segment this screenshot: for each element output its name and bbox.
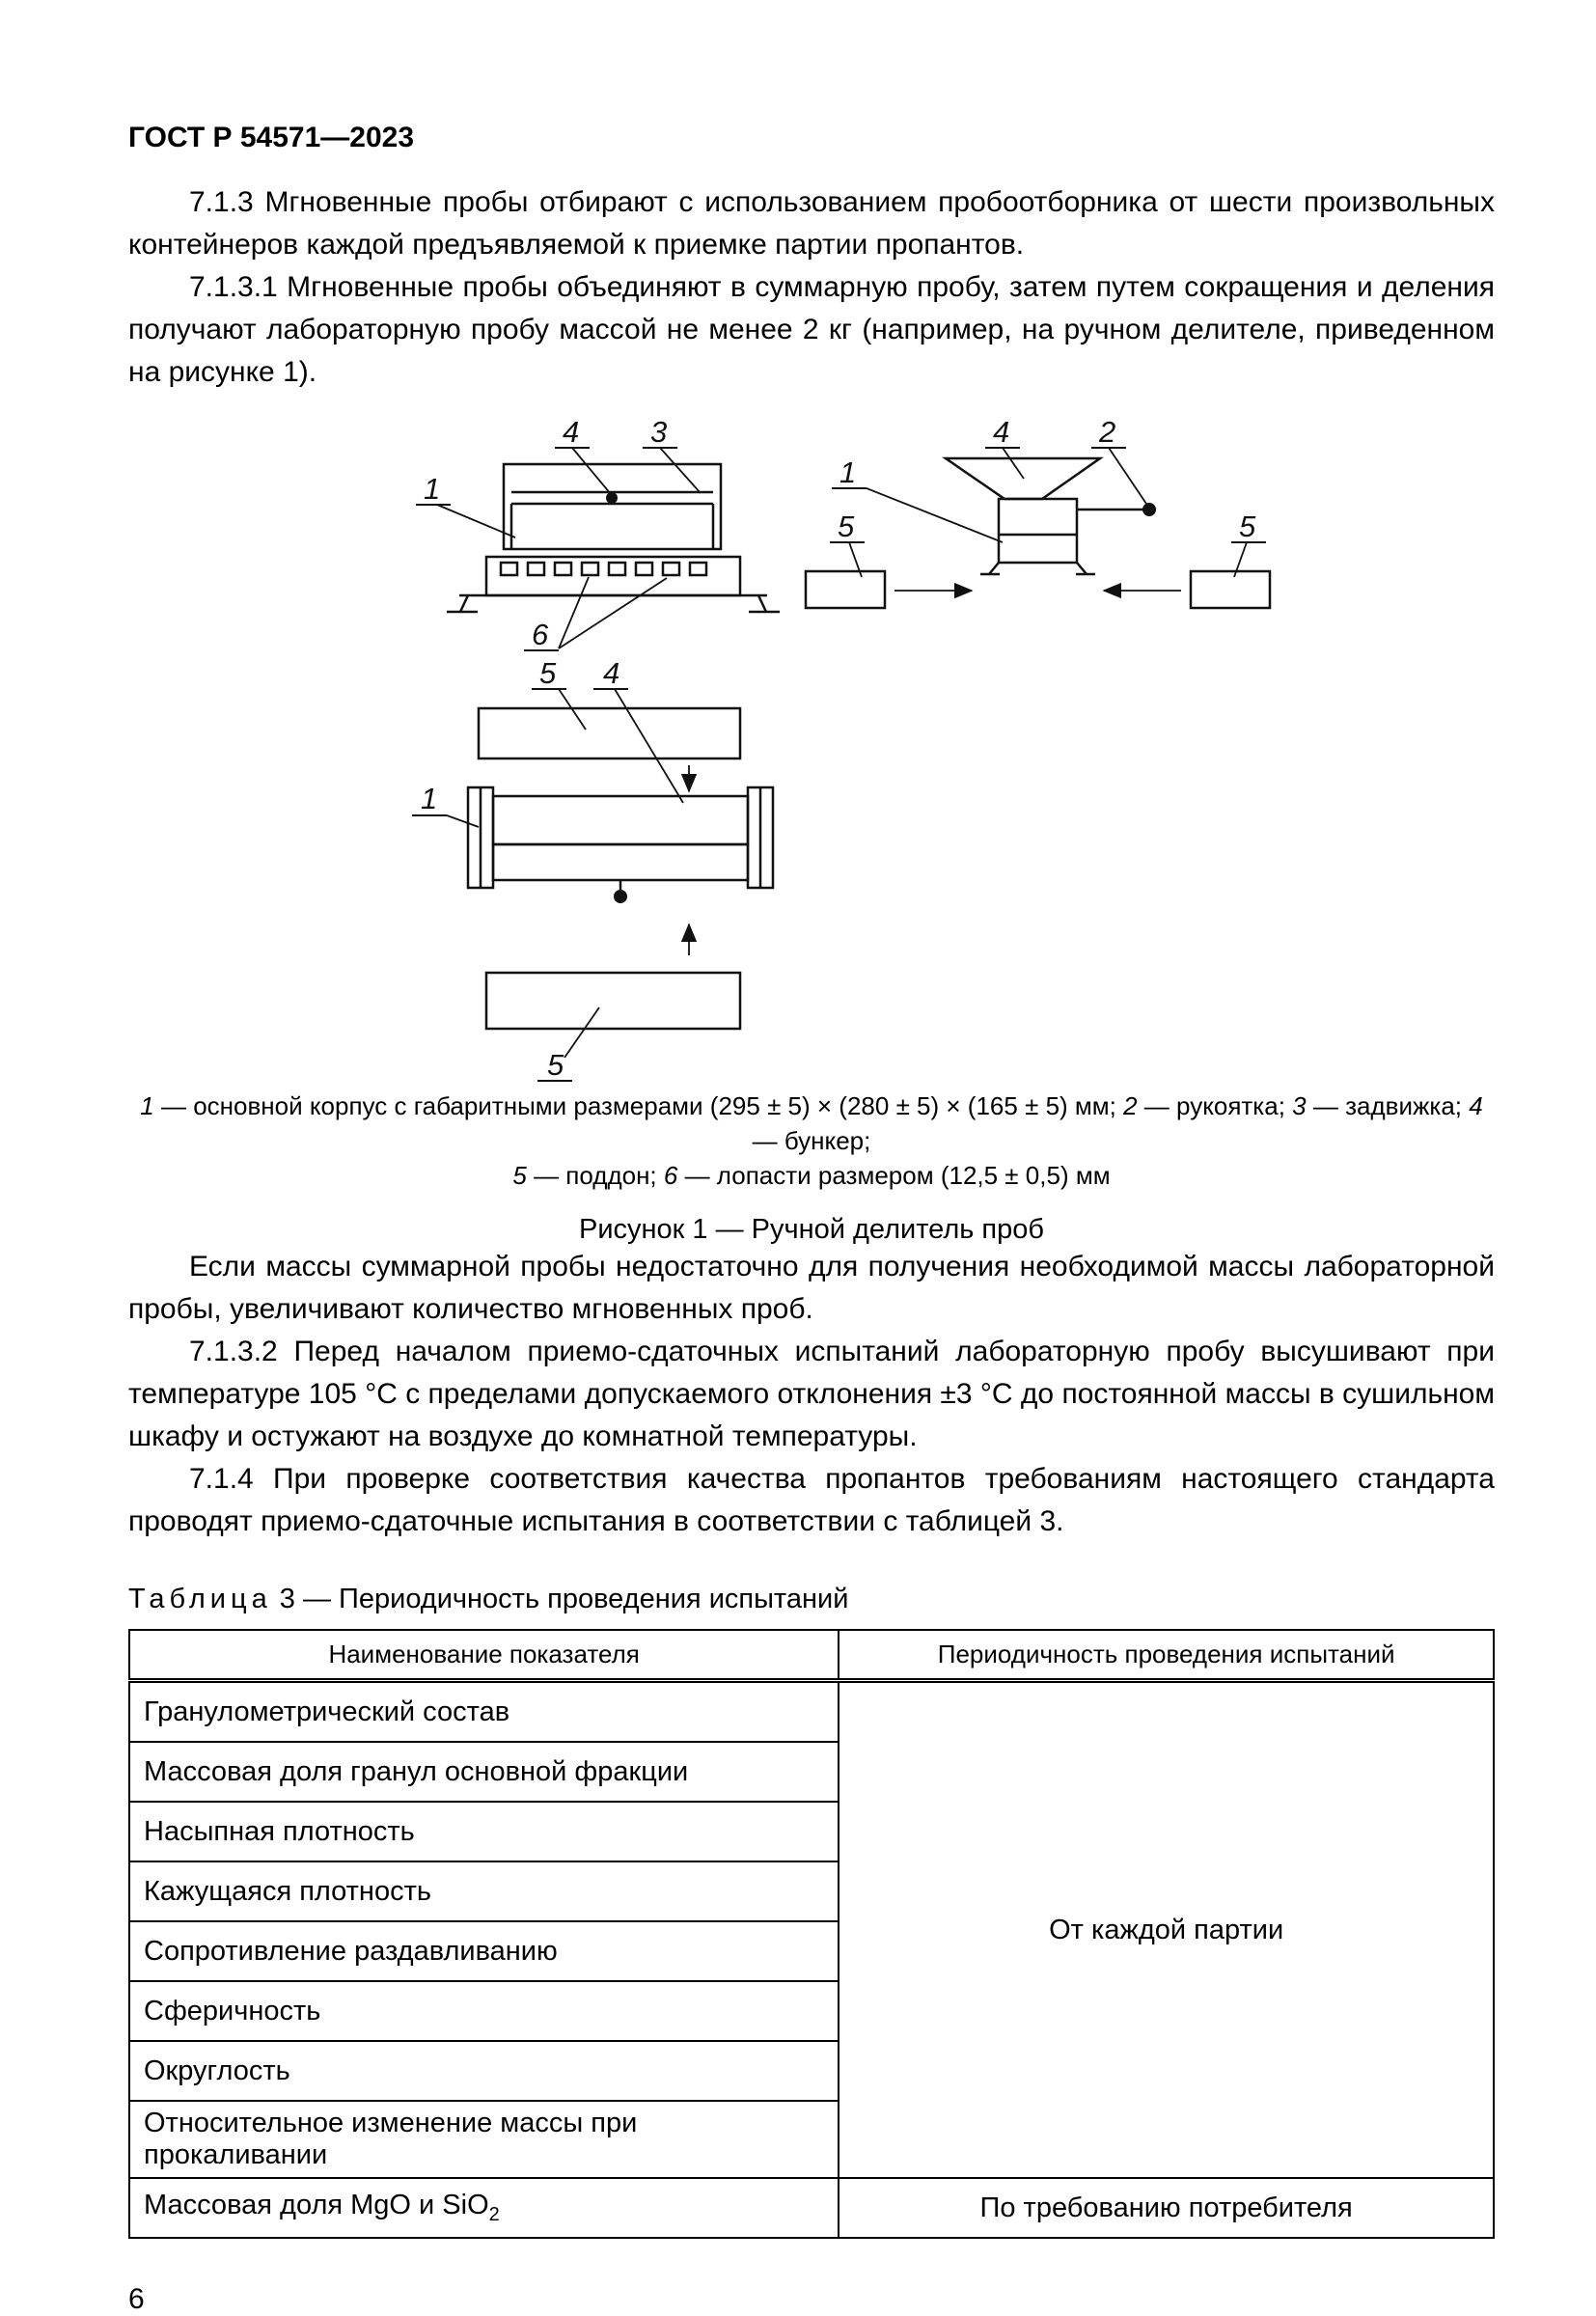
indicator-cell: Гранулометрический состав — [129, 1681, 839, 1743]
figure-caption — [128, 1089, 1495, 1193]
caption-text: — основной корпус с габаритными размерами (295 ± 5) × (280 ± 5) × (165 ± 5) мм; — [153, 1091, 1124, 1120]
caption-text: — рукоятка; — [1137, 1091, 1293, 1120]
figure-label-1: 1 — [424, 472, 441, 506]
drawing-assembly-view — [412, 656, 773, 1082]
caption-ref-num: 4 — [1469, 1091, 1483, 1120]
figure-label-4: 4 — [603, 656, 620, 690]
figure-caption-line1 — [128, 1089, 1495, 1158]
figure-title: Рисунок 1 — Ручной делитель проб — [578, 1214, 1044, 1245]
figure-label-5: 5 — [838, 510, 855, 543]
paragraph-7-1-4: 7.1.4 При проверке соответствия качества пропантов требованиям настоящего стандарта проводят приемо-сдаточные испытания в соответствии с таблицей 3. — [128, 1463, 1495, 1537]
caption-text: — бункер; — [752, 1126, 871, 1155]
caption-ref-num: 5 — [512, 1161, 527, 1190]
table-3 — [128, 1629, 1495, 2239]
figure-label-5: 5 — [539, 656, 557, 690]
figure-caption-line2 — [128, 1158, 1495, 1193]
caption-text: — поддон; — [526, 1161, 664, 1190]
indicator-cell: Массовая доля гранул основной фракции — [129, 1742, 839, 1802]
paragraph-if-mass: Если массы суммарной пробы недостаточно для получения необходимой массы лабораторной пробы, увеличивают количество мгновенных проб. — [128, 1251, 1495, 1325]
figure-label-6: 6 — [532, 618, 549, 651]
indicator-cell — [129, 2178, 839, 2238]
page-number: 6 — [128, 2283, 145, 2315]
indicator-cell: Насыпная плотность — [129, 1802, 839, 1861]
drawing-front-view — [806, 415, 1270, 608]
caption-ref-num: 2 — [1123, 1091, 1138, 1120]
paragraph-7-1-3-2: 7.1.3.2 Перед началом приемо-сдаточных испытаний лабораторную пробу высушивают при температуре 105 °С с пределами допускаемого отклонения ±3 °С до постоянной массы в сушильном шкафу и остужают на воздухе до комнатной температуры. — [128, 1336, 1495, 1452]
indicator-cell: Округлость — [129, 2041, 839, 2101]
paragraph-7-1-3-1: 7.1.3.1 Мгновенные пробы объединяют в суммарную пробу, затем путем сокращения и деления получают лабораторную пробу массой не менее 2 кг (например, на ручном делителе, приведенном на рисунке 1). — [128, 271, 1495, 388]
caption-ref-num: 6 — [663, 1161, 678, 1190]
figure-drawing — [128, 407, 1495, 1083]
table-row — [129, 2178, 1494, 2238]
figure-1 — [128, 407, 1495, 1246]
periodicity-cell: По требованию потребителя — [839, 2178, 1494, 2238]
indicator-cell: Сопротивление раздавливанию — [129, 1921, 839, 1981]
table-label-word: Таблица — [128, 1584, 272, 1614]
indicator-cell: Сферичность — [129, 1981, 839, 2041]
indicator-cell: Относительное изменение массы при прокаливании — [129, 2101, 839, 2178]
figure-label-2: 2 — [1099, 415, 1116, 449]
col-header-indicator: Наименование показателя — [129, 1630, 839, 1681]
figure-label-5: 5 — [1239, 510, 1256, 543]
indicator-label: Массовая доля MgO и SiO — [144, 2190, 489, 2221]
caption-ref-num: 3 — [1292, 1091, 1307, 1120]
table-label — [128, 1584, 1495, 1615]
paragraph-7-1-3: 7.1.3 Мгновенные пробы отбирают с использованием пробоотборника от шести произвольных контейнеров каждой предъявляемой к приемке партии пропантов. — [128, 186, 1495, 261]
indicator-label-subscript: 2 — [488, 2203, 500, 2225]
caption-text: — задвижка; — [1306, 1091, 1470, 1120]
caption-text: — лопасти размером (12,5 ± 0,5) мм — [677, 1161, 1111, 1190]
figure-label-5: 5 — [547, 1048, 564, 1082]
table-header-row — [129, 1630, 1494, 1681]
table-row — [129, 1681, 1494, 1743]
caption-ref-num: 1 — [140, 1091, 154, 1120]
drawing-side-view — [416, 415, 780, 651]
figure-label-4: 4 — [993, 415, 1010, 449]
figure-label-1: 1 — [839, 455, 857, 489]
figure-label-4: 4 — [563, 415, 580, 449]
indicator-cell: Кажущаяся плотность — [129, 1861, 839, 1921]
col-header-periodicity: Периодичность проведения испытаний — [839, 1630, 1494, 1681]
table-label-rest: 3 — Периодичность проведения испытаний — [271, 1584, 849, 1614]
doc-header: ГОСТ Р 54571—2023 — [128, 122, 415, 153]
figure-label-1: 1 — [421, 782, 438, 815]
periodicity-merged-cell: От каждой партии — [839, 1681, 1494, 2179]
figure-label-3: 3 — [650, 415, 668, 449]
